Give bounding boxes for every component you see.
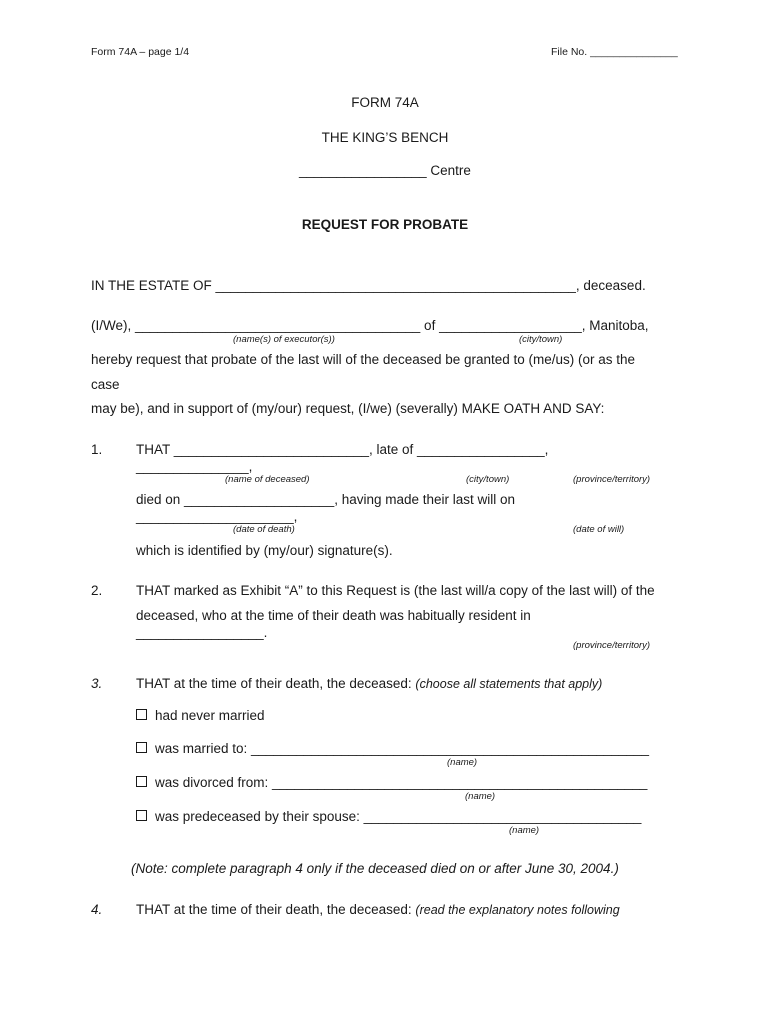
para4-text: THAT at the time of their death, the deceased: xyxy=(136,902,416,917)
para2-line: _________________. xyxy=(136,625,268,640)
para2-line: deceased, who at the time of their death was habitually resident in xyxy=(136,608,531,623)
option-divorced-from[interactable] xyxy=(136,775,647,790)
file-number-field: File No. _______________ xyxy=(551,46,678,58)
centre-line: _________________ Centre xyxy=(299,163,471,178)
paragraph-4-note: (Note: complete paragraph 4 only if the deceased died on or after June 30, 2004.) xyxy=(131,861,619,876)
caption-city-town: (city/town) xyxy=(519,334,563,345)
para3-instruction: (choose all statements that apply) xyxy=(415,677,603,691)
request-text-line: case xyxy=(91,377,120,392)
caption-date-of-will: (date of will) xyxy=(573,524,625,535)
para3-text: THAT at the time of their death, the deceased: xyxy=(136,676,416,691)
paragraph-number: 1. xyxy=(91,442,103,457)
para4-instruction: (read the explanatory notes following xyxy=(415,903,620,917)
checkbox-icon[interactable] xyxy=(136,776,147,787)
para1-line: _______________, xyxy=(136,459,253,474)
para4-line xyxy=(136,902,620,917)
para1-line: THAT __________________________, late of _________________, xyxy=(136,442,549,457)
paragraph-number: 3. xyxy=(91,676,103,691)
option-label: was divorced from: __________________________________________________ xyxy=(155,775,648,790)
request-text-line: hereby request that probate of the last will of the deceased be granted to (me/us) (or as the xyxy=(91,352,636,367)
caption-name: (name) xyxy=(465,791,496,802)
caption-name: (name) xyxy=(447,757,478,768)
caption-province-territory: (province/territory) xyxy=(573,474,651,485)
estate-line: IN THE ESTATE OF ________________________________________________, deceased. xyxy=(91,278,646,293)
caption-city-town: (city/town) xyxy=(466,474,510,485)
option-never-married[interactable] xyxy=(136,708,265,723)
caption-executor-names: (name(s) of executor(s)) xyxy=(233,334,335,345)
para1-line: which is identified by (my/our) signature(s). xyxy=(136,543,393,558)
option-label: was predeceased by their spouse: _____________________________________ xyxy=(155,809,642,824)
request-text-line: may be), and in support of (my/our) request, (I/we) (severally) MAKE OATH AND SAY: xyxy=(91,401,605,416)
executor-line: (I/We), ______________________________________ of ___________________, Manitoba, xyxy=(91,318,649,333)
caption-name: (name) xyxy=(509,825,540,836)
checkbox-icon[interactable] xyxy=(136,742,147,753)
court-name: THE KING’S BENCH xyxy=(321,130,449,145)
para3-line xyxy=(136,676,602,691)
document-title: REQUEST FOR PROBATE xyxy=(301,217,469,232)
form-title: FORM 74A xyxy=(351,95,419,110)
checkbox-icon[interactable] xyxy=(136,709,147,720)
checkbox-icon[interactable] xyxy=(136,810,147,821)
option-label: had never married xyxy=(155,708,265,723)
caption-name-of-deceased: (name of deceased) xyxy=(225,474,310,485)
caption-date-of-death: (date of death) xyxy=(233,524,295,535)
para2-line: THAT marked as Exhibit “A” to this Request is (the last will/a copy of the last will) of the xyxy=(136,583,655,598)
option-label: was married to: _____________________________________________________ xyxy=(155,741,649,756)
para1-line: _____________________, xyxy=(136,509,298,524)
para1-line: died on ____________________, having made their last will on xyxy=(136,492,516,507)
option-married-to[interactable] xyxy=(136,741,649,756)
caption-province-territory: (province/territory) xyxy=(573,640,651,651)
paragraph-number: 2. xyxy=(91,583,103,598)
form-page-label: Form 74A – page 1/4 xyxy=(91,46,190,58)
option-predeceased-by-spouse[interactable] xyxy=(136,809,641,824)
paragraph-number: 4. xyxy=(91,902,103,917)
